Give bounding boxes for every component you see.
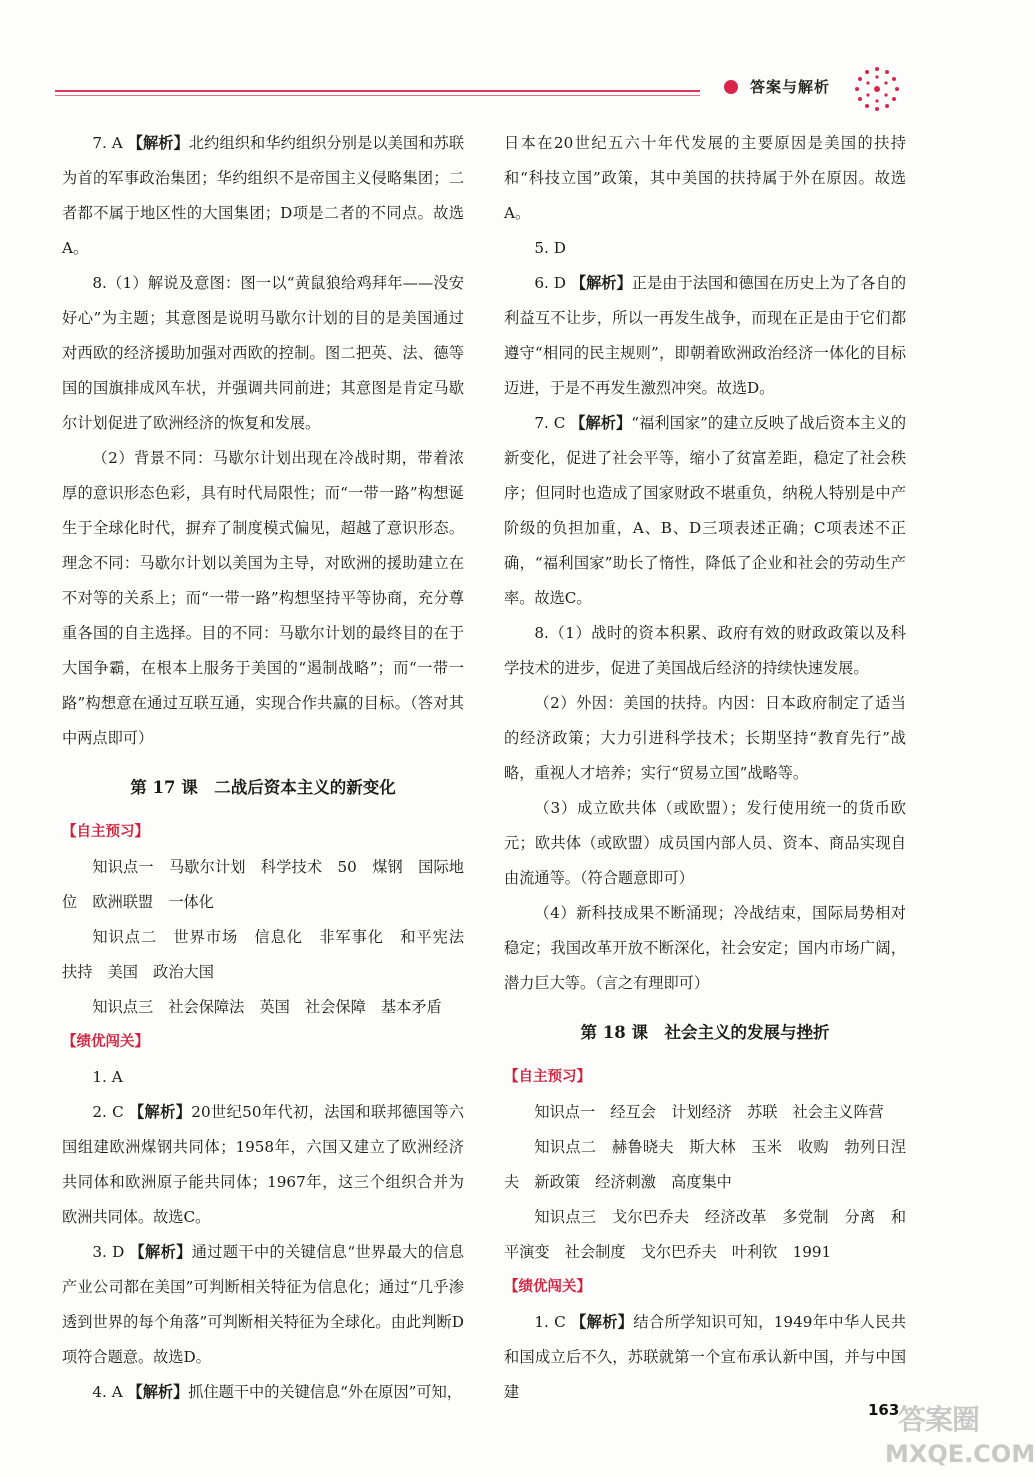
answer-8-1: 8.（1）解说及意图：图一以“黄鼠狼给鸡拜年——没安好心”为主题；其意图是说明马歇尔计划的目的是美国通过对西欧的经济援助加强对西欧的控制。图二把英、法、德等国的国旗排成风车状，并强调共同前进；其意图是肯定马歇尔计划促进了欧洲经济的恢复和发展。 xyxy=(62,274,464,432)
answer-4: 4. A 【解析】抓住题干中的关键信息“外在原因”可知， xyxy=(92,1383,462,1401)
excel-tag: 【绩优闯关】 xyxy=(62,1034,149,1050)
knowledge-point-3: 知识点三 社会保障法 英国 社会保障 基本矛盾 xyxy=(92,998,442,1016)
answer-6: 6. D 【解析】正是由于法国和德国在历史上为了各自的利益互不让步，所以一再发生战争，而现在正是由于它们都遵守“相同的民主规则”，即朝着欧洲政治经济一体化的目标迈进，于是不再发生激烈冲突。故选D。 xyxy=(504,274,907,397)
watermark-logo: 答案圈 xyxy=(898,1403,980,1436)
preview-tag-right: 【自主预习】 xyxy=(504,1069,591,1085)
answer-4-continued: 日本在20世纪五六十年代发展的主要原因是美国的扶持和“科技立国”政策，其中美国的扶持属于外在原因。故选A。 xyxy=(504,134,906,222)
excel-tag-right: 【绩优闯关】 xyxy=(504,1279,591,1295)
header-dot xyxy=(724,80,738,94)
answer-8-4-right: （4）新科技成果不断涌现；冷战结束，国际局势相对稳定；我国改革开放不断深化，社会安定；国内市场广阔，潜力巨大等。（言之有理即可） xyxy=(504,904,906,992)
answer-8-2-right: （2）外因：美国的扶持。内因：日本政府制定了适当的经济政策；大力引进科学技术；长期坚持“教育先行”战略，重视人才培养；实行“贸易立国”战略等。 xyxy=(504,694,906,782)
page-number: 163 xyxy=(868,1401,900,1419)
lesson-18-title: 第 18 课 社会主义的发展与挫折 xyxy=(580,1023,830,1042)
right-column xyxy=(504,126,906,1410)
answer-8-3-right: （3）成立欧共体（或欧盟）；发行使用统一的货币欧元；欧共体（或欧盟）成员国内部人员、资本、商品实现自由流通等。（符合题意即可） xyxy=(504,799,906,887)
left-column xyxy=(62,126,480,1410)
knowledge-point-3-right: 知识点三 戈尔巴乔夫 经济改革 多党制 分离 和平演变 社会制度 戈尔巴乔夫 叶利钦 1991 xyxy=(504,1208,906,1261)
header-title: 答案与解析 xyxy=(750,78,831,96)
answer-7-right: 7. C 【解析】“福利国家”的建立反映了战后资本主义的新变化，促进了社会平等，缩小了贫富差距，稳定了社会秩序；但同时也造成了国家财政不堪重负，纳税人特别是中产阶级的负担加重，A、B、D三项表述正确；C项表述不正确，“福利国家”助长了惰性，降低了企业和社会的劳动生产率。故选C。 xyxy=(504,414,907,607)
answer-1-right: 1. C 【解析】结合所学知识可知，1949年中华人民共和国成立后不久，苏联就第一个宣布承认新中国，并与中国建 xyxy=(504,1313,907,1401)
answer-8-1-right: 8.（1）战时的资本积累、政府有效的财政政策以及科学技术的进步，促进了美国战后经济的持续快速发展。 xyxy=(504,624,906,677)
header-rule xyxy=(55,90,700,92)
answer-3: 3. D 【解析】通过题干中的关键信息“世界最大的信息产业公司都在美国”可判断相关特征为信息化；通过“几乎渗透到世界的每个角落”可判断相关特征为全球化。由此判断D项符合题意。故选D。 xyxy=(62,1243,465,1366)
preview-tag: 【自主预习】 xyxy=(62,824,149,840)
knowledge-point-2-right: 知识点二 赫鲁晓夫 斯大林 玉米 收购 勃列日涅夫 新政策 经济刺激 高度集中 xyxy=(504,1138,906,1191)
answer-5: 5. D xyxy=(534,239,566,257)
answer-2: 2. C 【解析】20世纪50年代初，法国和联邦德国等六国组建欧洲煤钢共同体；1958年，六国又建立了欧洲经济共同体和欧洲原子能共同体；1967年，这三个组织合并为欧洲共同体。故选C。 xyxy=(62,1103,465,1226)
header-rule-thin xyxy=(55,95,700,96)
knowledge-point-2: 知识点二 世界市场 信息化 非军事化 和平宪法 扶持 美国 政治大国 xyxy=(62,928,480,981)
watermark-url: MXQE.COM xyxy=(885,1440,1035,1468)
knowledge-point-1-right: 知识点一 经互会 计划经济 苏联 社会主义阵营 xyxy=(534,1103,884,1121)
header-ornament-icon xyxy=(852,64,902,114)
answer-8-2: （2）背景不同：马歇尔计划出现在冷战时期，带着浓厚的意识形态色彩，具有时代局限性；而“一带一路”构想诞生于全球化时代，摒弃了制度模式偏见，超越了意识形态。理念不同：马歇尔计划以美国为主导，对欧洲的援助建立在不对等的关系上；而“一带一路”构想坚持平等协商，充分尊重各国的自主选择。目的不同：马歇尔计划的最终目的在于大国争霸，在根本上服务于美国的“遏制战略”；而“一带一路”构想意在通过互联互通，实现合作共赢的目标。（答对其中两点即可） xyxy=(62,449,464,747)
answer-1: 1. A xyxy=(92,1068,123,1086)
knowledge-point-1: 知识点一 马歇尔计划 科学技术 50 煤钢 国际地位 欧洲联盟 一体化 xyxy=(62,858,464,911)
answer-7: 7. A 【解析】北约组织和华约组织分别是以美国和苏联为首的军事政治集团；华约组织不是帝国主义侵略集团；二者都不属于地区性的大国集团；D项是二者的不同点。故选A。 xyxy=(62,134,465,257)
lesson-17-title: 第 17 课 二战后资本主义的新变化 xyxy=(130,778,396,797)
